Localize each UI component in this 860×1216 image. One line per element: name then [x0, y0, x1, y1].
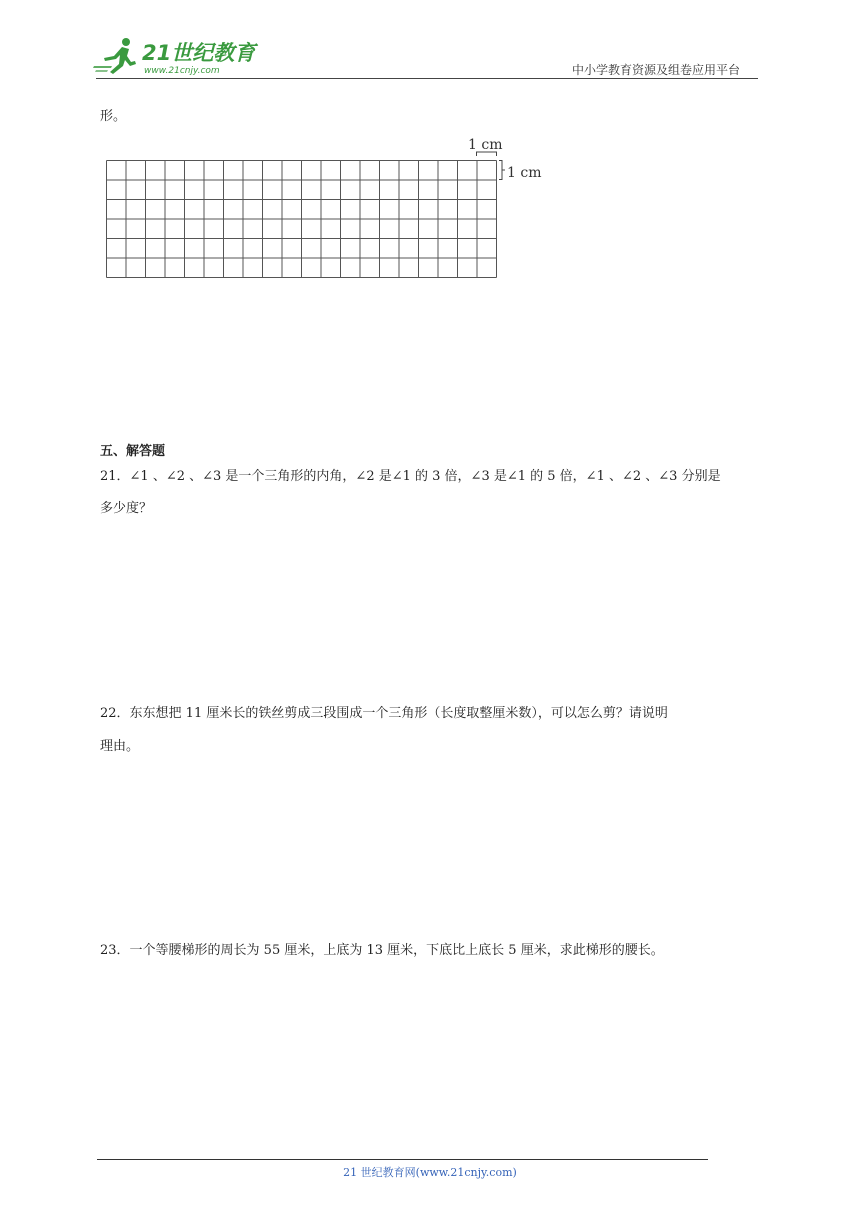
- question-21-line-1: 21．∠1 、∠2 、∠3 是一个三角形的内角，∠2 是∠1 的 3 倍，∠3 是∠1 的 5 倍，∠1 、∠2 、∠3 分别是: [100, 469, 721, 484]
- question-23-line-1: 23．一个等腰梯形的周长为 55 厘米，上底为 13 厘米，下底比上底长 5 厘米，求此梯形的腰长。: [100, 943, 664, 958]
- footer-link[interactable]: 21 世纪教育网(www.21cnjy.com): [343, 1166, 517, 1179]
- question-21-line-2: 多少度？: [100, 501, 153, 516]
- header-divider: [96, 78, 758, 79]
- runner-icon: [93, 38, 136, 74]
- logo-url: www.21cnjy.com: [144, 66, 220, 76]
- footer-divider: [97, 1159, 708, 1160]
- logo-text: 21世纪教育: [142, 41, 256, 65]
- grid-lines: [107, 161, 497, 278]
- platform-name: 中小学教育资源及组卷应用平台: [572, 63, 741, 77]
- height-label: 1 cm: [507, 165, 542, 181]
- width-label: 1 cm: [468, 137, 503, 153]
- section-title: 五、解答题: [100, 444, 166, 459]
- question-continuation: 形。: [100, 109, 127, 124]
- site-logo: [92, 36, 262, 78]
- square-grid-figure: [100, 132, 560, 284]
- height-bracket: [499, 161, 505, 180]
- question-22-line-1: 22．东东想把 11 厘米长的铁丝剪成三段围成一个三角形（长度取整厘米数），可以怎么剪？请说明: [100, 706, 668, 721]
- question-22-line-2: 理由。: [100, 739, 140, 754]
